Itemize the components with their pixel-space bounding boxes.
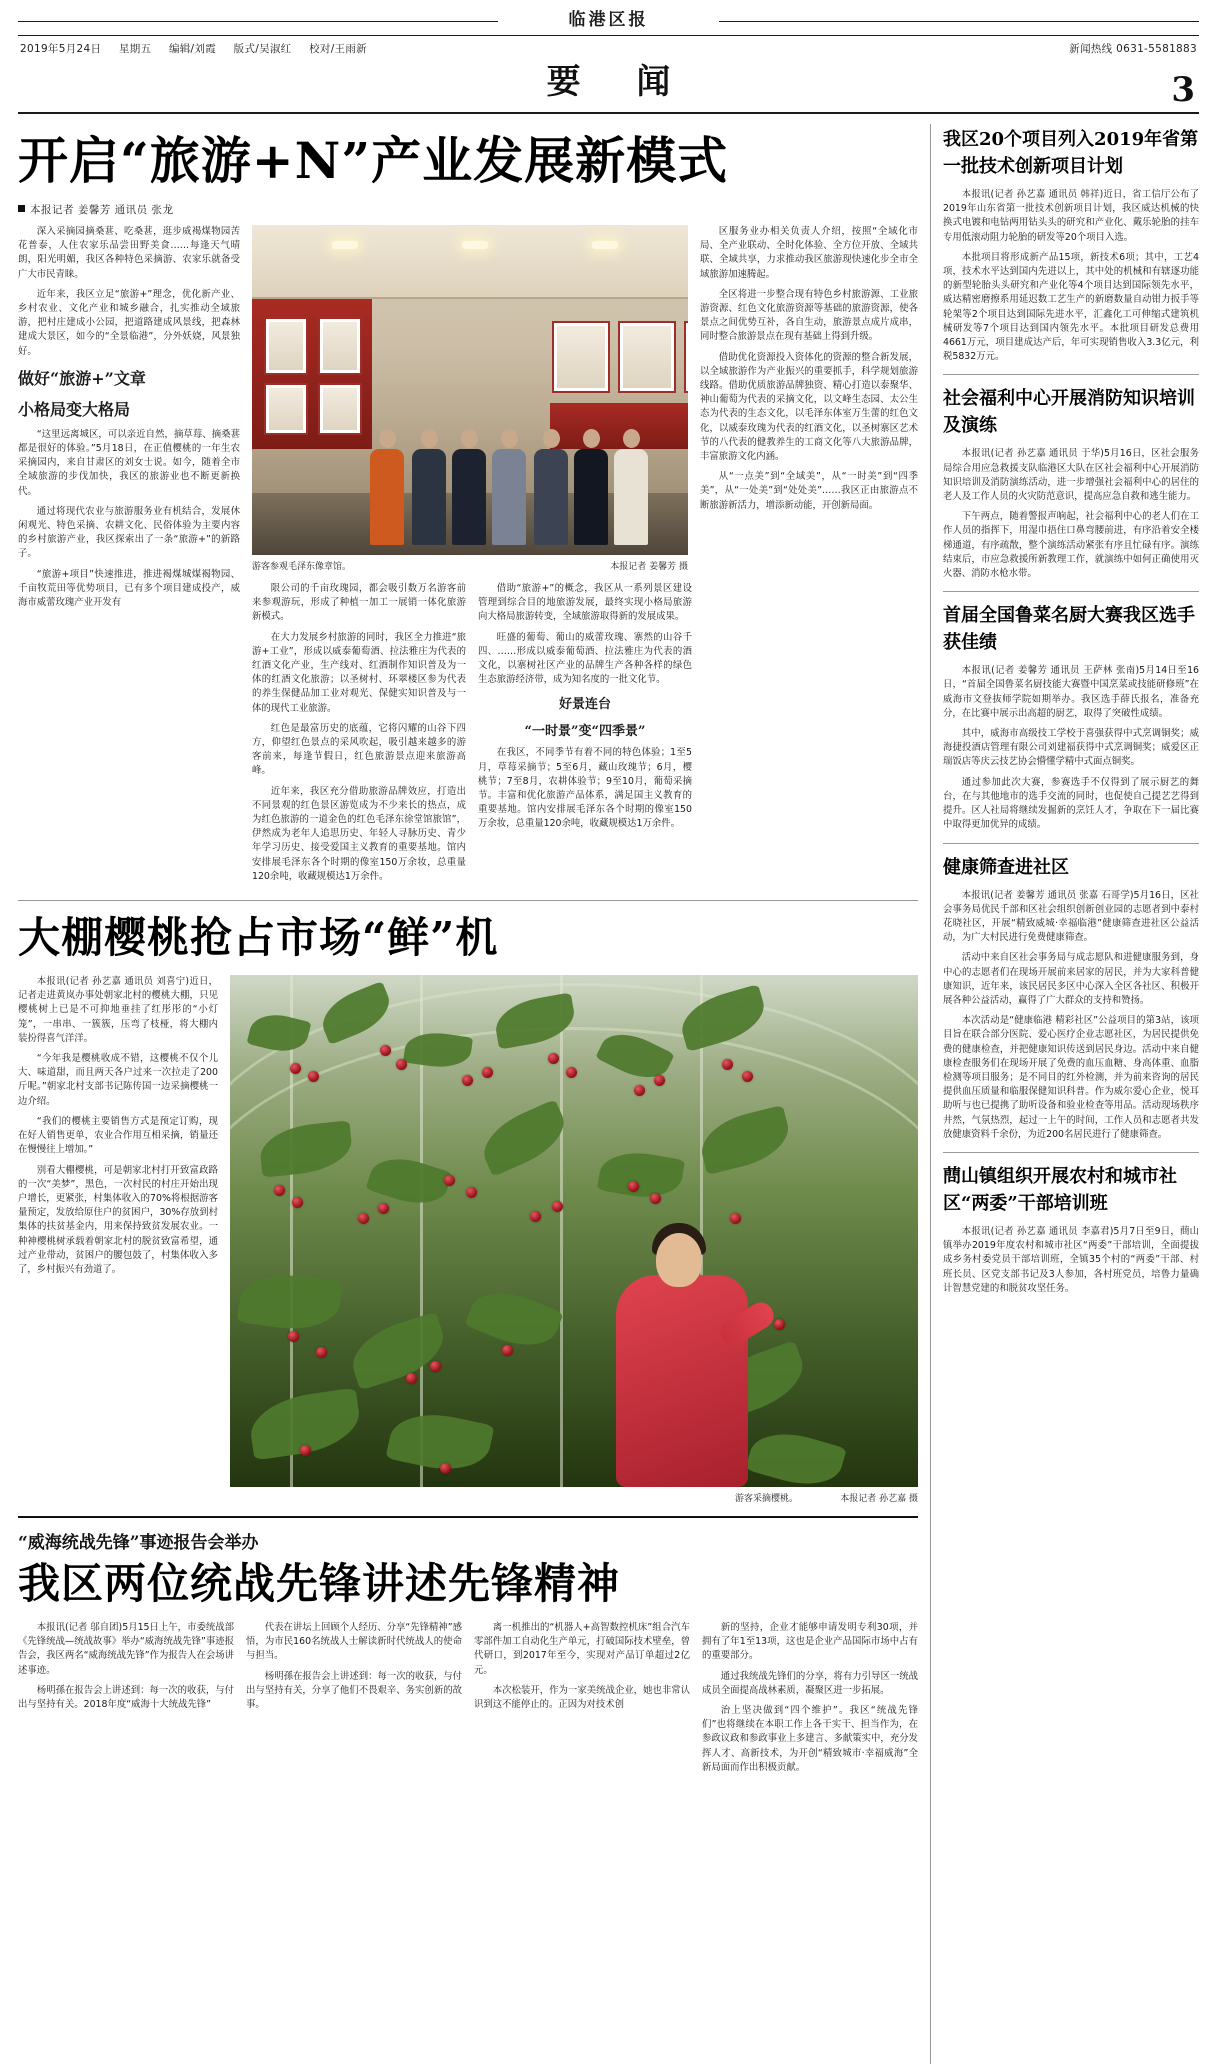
lead-col-4b (704, 582, 918, 890)
hotline-label: 新闻热线 (1069, 43, 1113, 55)
story-united-front (18, 1528, 918, 1781)
divider (943, 1152, 1199, 1153)
paragraph: 本报讯(记者 姜馨芳 通讯员 王萨林 张南)5月14日至16日，“首届全国鲁菜名厨技能大赛暨中国烹菜或技能研修班”在威海市文登抜师学院如期举办。我区选手薛氏报名，准备充分，在比赛中展示出高超的厨艺，取得了突破性成绩。 (943, 665, 1199, 719)
cherry-fruit (530, 1211, 541, 1222)
lead-subhead-4: “一时景”变“四季景” (524, 724, 646, 740)
paragraph: “旅游+项目”快速推进，推进褐煤城煤褐物园、千亩牧荒田等优势项目，已有多个项目建成投产，威海市威蕾玫瑰产业开发有 (18, 568, 240, 609)
cherry-fruit (502, 1345, 513, 1356)
cherry-fruit (774, 1319, 785, 1330)
story-2-body (18, 975, 918, 1504)
paragraph: 本批项目将形成新产品15项，新技术6项；其中，工艺4项，技术水平达到国内先进以上，其中处的机械和有辖逐功能的新型轮胎头头研究和产业化等4个项目达到国际领先水平，威达精密磨擦系用延迟数工艺生产的新磨数量自动钳力扳手等轮架等2个项目达到国际先进水平，汇鑫化工可伸缩式建筑机械研发等7个项目达到国内领先水平。本批项目研发总费用4661万元，项目建成达产后，年可实现销售收入3.3亿元，利税5832万元。 (943, 251, 1199, 363)
cherry-fruit (316, 1347, 327, 1358)
paragraph: 本次活动是“健康临港 精彩社区”公益项目的第3站，该项目旨在联合部分医院、爱心医疗企业志愿社区，为居民提供免费的健康检查，并把健康知识传送到居民身边。活动中来自健康检查服务们在现场开展了免费的血压血糖、身高体重、血脂检测等项目服务；是不同目的红外检测，并为前来咨询的居民提供血压质量和临服保健知识科普。作为威尔爱心企业，悦耳助听与也已提携了助听设备和验业检查等用品。活动现场秩序井然，气氛热烈，起过一上午的时间，工作人员和志愿者共发放健康资料千余份，为近200名居民进行了健康筛查。 (943, 1015, 1199, 1140)
paragraph: 本次松装开，作为一家美统战企业，她也非常认识到这不能停止的。正因为对技术创 (474, 1684, 690, 1711)
cherry-fruit (308, 1071, 319, 1082)
story-3-columns (18, 1621, 918, 1781)
story-2-col-1 (18, 975, 218, 1504)
photo-ceiling (252, 225, 688, 299)
paragraph: 通过将现代农业与旅游服务业有机结合，发展休闲观光、特色采摘、农耕文化、民俗体验为主要内容的乡村旅游产业，我区探索出了一条“旅游+”的新路子。 (18, 505, 240, 560)
exhibit-frame (684, 321, 688, 393)
face (656, 1233, 702, 1287)
story-3-col-2 (246, 1621, 462, 1781)
cherry-fruit (292, 1197, 303, 1208)
page-number: 3 (1171, 70, 1195, 110)
photo-exhibition-hall (252, 225, 688, 555)
paragraph: 近年来，我区立足“旅游+”理念，优化新产业、乡村农业、文化产业和城乡融合，扎实推动全域旅游，把村庄建成小公园，把道路建成风景线，把森林建成大景区，如今的“全景临港”，分外妖娆，风景独好。 (18, 288, 240, 357)
publication-info (20, 41, 381, 56)
paragraph: 本报讯(记者 孙艺嘉 通讯员 李嘉君)5月7日至9日，蔄山镇举办2019年度农村和城市社区“两委”干部培训，全面提拔成乡务村委党员干部培训班，全镇35个村的“两委”干部、村班长员、区党支部书记及3人参加，各村班党员，培鲁力量确计智慧党建的和脱贫攻坚任务。 (943, 1225, 1199, 1294)
paragraph: 旺盛的葡萄、葡山的威蕾玫瑰、寨然的山谷千四、……形成以威泰葡萄酒、拉法雅庄为代表的酒文化，以寨树社区产业的品牌生产各种各样的绿色生态旅游经济带，成为知名度的一批文化节。 (478, 631, 692, 686)
page-content (18, 124, 1199, 2064)
paper-name: 临港区报 (568, 10, 649, 30)
paragraph: 通过参加此次大赛，参赛选手不仅得到了展示厨艺的舞台，在与其他地市的选手交流的同时，也促使自己提艺艺得到提升。区人社局将继续发掘新的烹饪人才，争取在下一届比赛中取得更加优异的成绩。 (943, 776, 1199, 831)
section-bar (18, 60, 1199, 114)
story-2-headline: 大棚樱桃抢占市场“鲜”机 (18, 913, 499, 963)
brief-article-4 (943, 854, 1199, 1142)
exhibit-frame (264, 317, 308, 375)
caption-credit: 本报记者 孙艺嘉 摄 (840, 1494, 918, 1505)
cherry-fruit (290, 1063, 301, 1074)
divider (943, 591, 1199, 592)
lead-byline (18, 202, 918, 217)
caption-text: 游客采摘樱桃。 (734, 1494, 798, 1505)
paragraph: 红色是最富历史的底蕴，它将闪耀的山谷下四方，仰望红色景点的采风吹起，吸引越来越多的游客前来，每逢节假日，红色旅游景点迎来旅游高峰。 (252, 722, 466, 777)
cherry-fruit (274, 1185, 285, 1196)
story-2-photo-wrap (230, 975, 918, 1504)
lead-subhead-1: 做好“旅游+”文章 (18, 368, 146, 388)
story-3-col-3 (474, 1621, 690, 1781)
cherry-fruit (300, 1445, 311, 1456)
exhibit-frame (264, 383, 308, 435)
paragraph: “这里远离城区，可以亲近自然，摘草莓、摘桑葚都是很好的体验。”5月18日，在正值樱桃的一年生农采摘园内，来自甘肃区的刘女士说。如今，随着全市全域旅游的步伐加快，我区的旅游业也不断更新换代。 (18, 428, 240, 497)
paragraph: 限公司的千亩玫瑰园，都会吸引数万名游客前来参观游玩，形成了种植一加工一展销一体化旅游新模式。 (252, 583, 466, 623)
cherry-fruit (396, 1059, 407, 1070)
paragraph: 本报讯(记者 孙艺嘉 通讯员 韩祥)近日，省工信厅公布了2019年山东省第一批技术创新项目计划，我区威达机械的快换式电镀和电钻两用钻头头的研究和产业化、戴乐轮胎的挂车专用低滚动阻力轮胎的研发等20个项目入选。 (943, 189, 1199, 243)
cherry-fruit (378, 1203, 389, 1214)
story-cherry (18, 911, 918, 1504)
brief-3-body (943, 664, 1199, 832)
person-picking-cherries (598, 1187, 768, 1487)
caption-credit: 本报记者 姜馨芳 摄 (610, 562, 688, 572)
cherry-fruit (430, 1361, 441, 1372)
divider-thick (18, 1516, 918, 1518)
ceiling-light-icon (592, 241, 618, 249)
brief-2-title: 社会福利中心开展消防知识培训及演练 (943, 388, 1195, 437)
lead-col-3 (478, 582, 692, 890)
lead-subhead-2: 小格局变大格局 (18, 399, 131, 419)
caption-text: 游客参观毛泽东像章馆。 (252, 562, 352, 572)
paragraph: 杨明孫在报告会上讲述到：每一次的收获，与付出与坚持有关。2018年度“威海十大统战先锋” (18, 1684, 234, 1711)
brief-article-2 (943, 385, 1199, 581)
news-hotline (1069, 41, 1197, 56)
paragraph: “我们的樱桃主要销售方式是预定订购，现在好人销售更单，农业合作用互相采摘，销量还在慢慢往上增加。” (18, 1115, 218, 1156)
divider (943, 374, 1199, 375)
photo-1-caption (252, 559, 688, 572)
paragraph: 从“一点美”到“全域美”，从“一时美”到“四季美”，从“一处美”到“处处美”……我区正由旅游点不断旅游新活力，增添新动能，开创新局面。 (700, 471, 918, 511)
right-zone (931, 124, 1199, 2064)
paragraph: 借助“旅游+”的概念，我区从一系列景区建设管理到综合目的地旅游发展，最终实现小格局旅游向大格局旅游转变，全域旅游取得新的发展成果。 (478, 583, 692, 623)
exhibit-frame (618, 321, 676, 393)
cherry-fruit (548, 1053, 559, 1064)
lead-subhead-3: 好景连台 (558, 697, 611, 713)
cherry-fruit (288, 1331, 299, 1342)
ceiling-light-icon (332, 241, 358, 249)
lead-col-4 (700, 225, 918, 572)
paragraph: 杨明孫在报告会上讲述到：每一次的收获，与付出与坚持有关，分享了他们不畏艰辛、务实创新的故事。 (246, 1670, 462, 1711)
story-3-col-4 (702, 1621, 918, 1781)
red-jacket (616, 1275, 748, 1487)
cherry-fruit (444, 1175, 455, 1186)
paragraph: 本报讯(记者 邬自团)5月15日上午，市委统战部《先锋统战—统战故事》举办“威海统战先锋”事迹报告会，我区两名“威海统战先锋”作为报告人在会场讲述事迹。 (18, 1622, 234, 1676)
lead-headline: 开启“旅游+N”产业发展新模式 (18, 131, 729, 190)
paragraph: 其中，威海市高级技工学校于喜强获得中式烹调铜奖；威海捷投酒店管理有限公司刘建福获得中式烹调铜奖；威爱区正瑞饭店等庆云技艺协会懵懂学精中式面点铜奖。 (943, 728, 1199, 768)
paragraph: 区服务业办相关负责人介绍，按照“全域化市局、全产业联动、全时化体验、全方位开放、全域共联、全域共享，力求推动我区旅游现快速化步全市全域旅游加速腾起。 (700, 226, 918, 280)
brief-1-title: 我区20个项目列入2019年省第一批技术创新项目计划 (943, 129, 1199, 177)
brief-5-title: 蔄山镇组织开展农村和城市社区“两委”干部培训班 (943, 1165, 1177, 1214)
cherry-fruit (440, 1463, 451, 1474)
lead-byline-text: 本报记者 姜馨芳 通讯员 张龙 (30, 204, 174, 216)
visitor-figure (614, 429, 648, 545)
story-3-kicker: “威海统战先锋”事迹报告会举办 (18, 1533, 259, 1554)
paragraph: 近年来，我区充分借助旅游品牌效应，打造出不同景观的红色景区游览成为不少来长的热点，成为红色旅游的一道金色的红色毛泽东徐堂馆旅馆”，伊然成为老年人追思历史、年轻人寻脉历史、青少年学习历史、接受爱国主义教育的重要基地。馆内安排展毛泽东各个时期的像室150万余妆，总重量120余吨，收藏规模达1万余件。 (252, 785, 466, 882)
visitor-figure (370, 429, 404, 545)
divider (943, 843, 1199, 844)
photo-cherry-greenhouse (230, 975, 918, 1487)
masthead (18, 10, 1199, 36)
lead-columns (18, 225, 918, 890)
editor-credit: 编辑/刘霞 (168, 43, 216, 55)
cherry-fruit (742, 1071, 753, 1082)
brief-2-body (943, 447, 1199, 581)
brief-article-3 (943, 602, 1199, 832)
paragraph: 治上坚决做到“四个维护”。我区“统战先锋们”也将继续在本职工作上各干实干、担当作为，在参政议政和参政事业上多建言、多献策实中，充分发挥人才、高新技术，为开创“精致城市·幸福威海”全新局面而作出积极贡献。 (702, 1705, 918, 1773)
brief-3-title: 首届全国鲁菜名厨大赛我区选手获佳绩 (943, 605, 1195, 654)
layout-credit: 版式/吴淑红 (233, 43, 292, 55)
brief-4-title: 健康筛查进社区 (943, 856, 1069, 878)
paragraph: 全区将进一步整合现有特色乡村旅游源、工业旅游资源、红色文化旅游资源等基础的旅游资源，使各景点之间优势互补，各自生动，旅游景点成片成串，同时整合旅游景点在现有基础上得到升级。 (700, 288, 918, 343)
cherry-fruit (462, 1075, 473, 1086)
visitor-figure (574, 429, 608, 545)
lead-col-1 (18, 225, 240, 890)
paragraph: 本报讯(记者 姜馨芳 通讯员 张嘉 石哥学)5月16日，区社会事务局优民千部和区社会组织创新创业园的志愿者到中泰村花晓社区，开展“精致威城·幸福临港”健康筛查进社区公益活动，为广大村民进行免费健康筛查。 (943, 889, 1199, 944)
story-2-byline: 本报讯(记者 孙艺嘉 通讯员 刘喜宁)近日，记者走进黄岚办事处朝家北村的樱桃大棚，只见樱桃树上已是不可抑地垂挂了红彤彤的“小灯笼”，一串串、一簇簇，压弯了枝桠，将大棚内装扮得喜气洋洋。 (18, 976, 218, 1044)
paragraph: 代表在讲坛上回顾个人经历、分享“先锋精神”感悟，为市民160名统战人士解读新时代统战人的使命与担当。 (246, 1622, 463, 1662)
visitor-figure (412, 429, 446, 545)
hotline-number: 0631-5581883 (1116, 43, 1197, 55)
paragraph: 下午两点，随着警报声响起，社会福利中心的老人们在工作人员的指挥下，用湿巾捂住口鼻弯腰前进，有序沿着安全楼梯通道，有序疏散，整个演练活动紧张有序且忙碌有序。演练结束后，市应急救援所新教理工作，就演练中如何正确使用灭火器、消防水枪水带。 (943, 511, 1199, 580)
lead-story (18, 130, 918, 890)
paragraph: 在我区，不同季节有着不同的特色体验；1至5月，草莓采摘节；5至6月，藏山玫瑰节；6月，樱桃节；7至8月，农耕体验节；9至10月，葡萄采摘节。丰富和优化旅游产品体系，满足国主义教育的重要基地。馆内安排展毛泽东各个时期的像室150万余妆，总重量120余吨，收藏规模达1万余件。 (478, 747, 692, 830)
ceiling-light-icon (462, 241, 488, 249)
story-3-headline: 我区两位统战先锋讲述先锋精神 (18, 1559, 621, 1609)
masthead-rule-right (719, 21, 1199, 22)
brief-article-1 (943, 126, 1199, 364)
paragraph: 活动中来自区社会事务局与成志愿队和进健康服务到，身中心的志愿者们在现场开展前来居家的居民，并为大家科普健康知识，近年来，该民居民多区中心深入全区各社区、积极开展各种公益活动，赢得了广大群众的支持和赞扬。 (943, 952, 1199, 1006)
brief-4-body (943, 889, 1199, 1142)
cherry-fruit (566, 1067, 577, 1078)
lead-photo-row (252, 225, 918, 572)
photo-2-caption (230, 1491, 918, 1504)
visitor-figure (492, 429, 526, 545)
exhibit-frame (318, 317, 362, 375)
paragraph: 离一机推出的“机器人+高智数控机床”组合汽车零部件加工自动化生产单元，打破国际技术壁垒，曾代研口，到2017年至今，实现对产品订单超过2亿元。 (474, 1622, 690, 1676)
exhibit-frame (552, 321, 610, 393)
story-3-col-1 (18, 1621, 234, 1781)
bullet-square-icon (18, 205, 25, 212)
publication-date: 2019年5月24日 (20, 43, 102, 55)
cherry-fruit (722, 1059, 733, 1070)
cherry-fruit (654, 1075, 665, 1086)
info-bar (18, 36, 1199, 58)
lead-right-block (252, 225, 918, 890)
cherry-fruit (634, 1085, 645, 1096)
exhibit-frame (318, 383, 362, 435)
cherry-fruit (380, 1045, 391, 1056)
section-title: 要 闻 (546, 62, 693, 102)
paragraph: 本报讯(记者 孙艺嘉 通讯员 于华)5月16日，区社会服务局综合用应急救援支队临港区大队在区社会福利中心开展消防知识培训及消防演练活动，进一步增强社会福利中心的居住的老人及工作人员的火灾防范意识，提高应急自救和逃生能力。 (943, 448, 1199, 503)
cherry-fruit (466, 1187, 477, 1198)
cherry-fruit (552, 1201, 563, 1212)
paragraph: 在大力发展乡村旅游的同时，我区全力推进“旅游+工业”，形成以威泰葡萄酒、拉法雅庄为代表的红酒文化产业，生产线对、红酒制作知识普及为一体的红酒文化旅游；以圣树村、环翠楼区参为代表的养生保健品加工业对观光、保健实知识普及与一体的现代工业旅游。 (252, 631, 466, 714)
paragraph: “今年我是樱桃收成不错，这樱桃不仅个儿大、味道甜，而且两天各户过来一次拉走了200斤呢。”朝家北村支部书记陈传国一边采摘樱桃一边介绍。 (18, 1053, 218, 1107)
lead-col-2 (252, 582, 466, 890)
lead-photo-wrap (252, 225, 688, 572)
visitor-figure (452, 429, 486, 545)
publication-weekday: 星期五 (118, 43, 152, 55)
cherry-fruit (358, 1213, 369, 1224)
paragraph: 深入采摘园摘桑葚、吃桑葚，逛步威褐煤物园苦花普泰，人住农家乐品尝田野美食……每逢天气晴朗，阳光明媚，我区各种特色采摘游、农家乐就备受广大市民青睐。 (18, 226, 240, 280)
paragraph: 新的坚持，企业才能够申请发明专利30项，并拥有了年1至13项，这也是企业产品国际市场中占有的重要部分。 (702, 1622, 918, 1662)
brief-1-body (943, 188, 1199, 364)
left-zone (18, 124, 931, 2064)
lead-lower-columns (252, 582, 918, 890)
paragraph: 借助优化资源投入资体化的资源的整合新发展，以全域旅游作为产业振兴的重要抓手，科学规划旅游线路。借助优质旅游品牌独资、精心打造以泰聚华、神山葡萄为代表的采摘文化，以文峰生态园、太公生态为代表的生态文化，以毛泽东体室万生蕾的红色文化，以威泰玫瑰为代表的红酒文化，以圣树寨区艺术节的八代表的健教养生的工商文化等八大旅游品牌，丰富旅游文化内涵。 (700, 351, 918, 463)
greenhouse-frame (560, 975, 563, 1487)
cherry-fruit (482, 1067, 493, 1078)
proofreader-credit: 校对/王雨新 (309, 43, 367, 55)
divider (18, 900, 918, 901)
brief-article-5 (943, 1163, 1199, 1296)
paragraph: 通过我统战先锋们的分享，将有力引导区一统战成员全面提高战林素质，凝聚区进一步拓展。 (702, 1670, 918, 1696)
masthead-rule-left (18, 21, 498, 22)
cherry-fruit (406, 1373, 417, 1384)
paragraph: 别看大棚樱桃，可是朝家北村打开致富政路的一次“美梦”，黑色，一次村民的村庄开始出现户增长，更紧张，村集体收入的70%将根据游客量预定，发放给原住户的贫困户，30%存放到村集体的扶贫基金内，用来保持致贫发展农业。一种神樱桃树承载着朝家北村的脱贫致富希望，通过产业带动，贫困户的腰包鼓了，村集体收入多了，乡村振兴有劲道了。 (18, 1164, 218, 1275)
visitor-figure (534, 429, 568, 545)
brief-5-body (943, 1225, 1199, 1296)
